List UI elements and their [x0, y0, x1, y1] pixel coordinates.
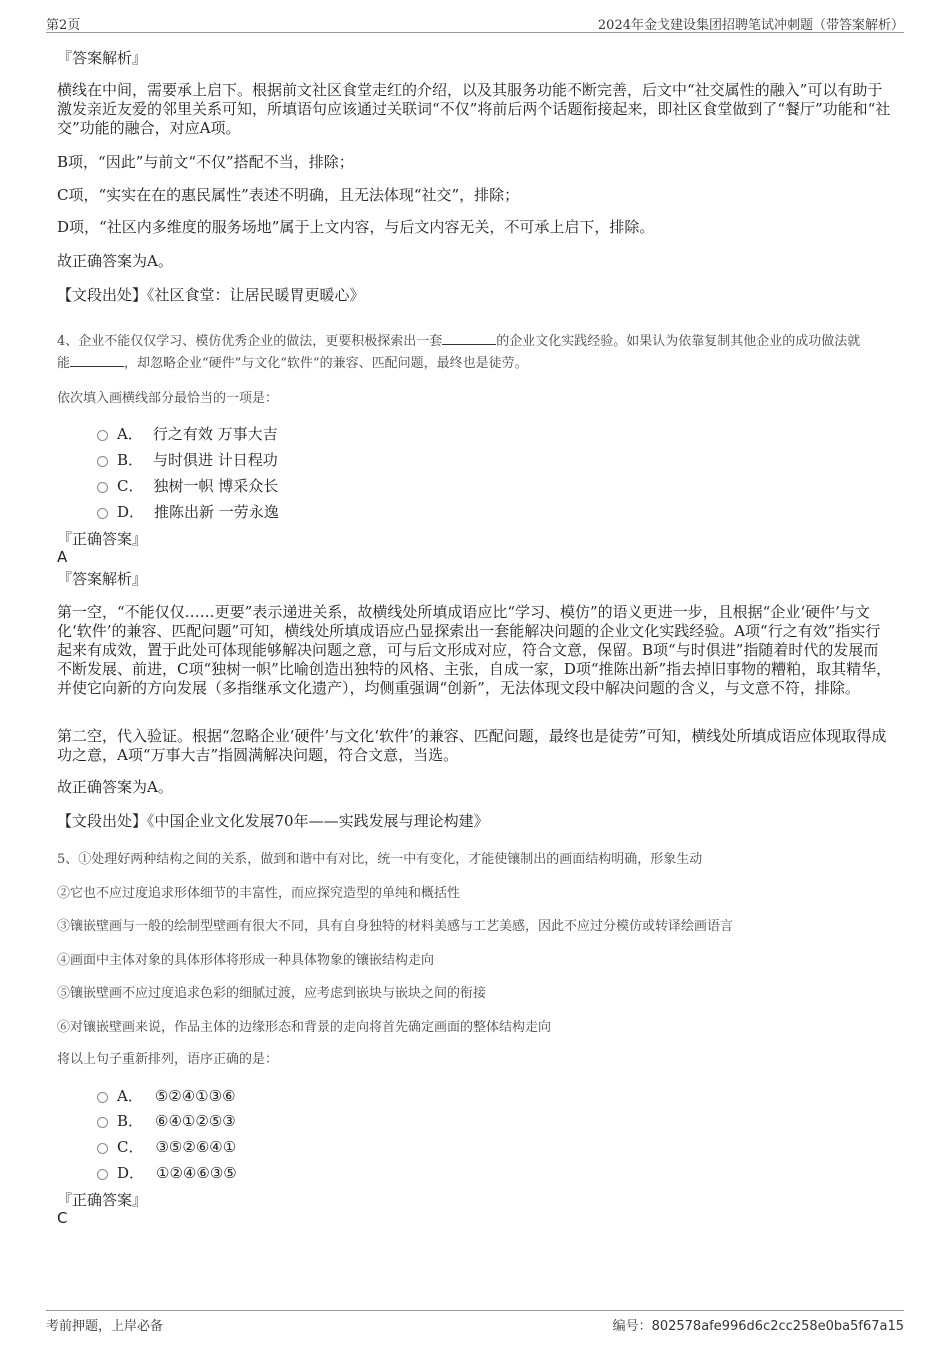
- q3-analysis-p1: 横线在中间，需要承上启下。根据前文社区食堂走红的介绍，以及其服务功能不断完善，后文中“社交属性的融入”可以有助于激发亲近友爱的邻里关系可知，所填语句应该通过关联词“不仅”将前后两个话题衔接起来，即社区食堂做到了“餐厅”功能和“社交”功能的融合，对应A项。: [57, 81, 891, 137]
- option-key: D．: [117, 1164, 145, 1182]
- footer-slogan: 考前押题，上岸必备: [46, 1319, 164, 1334]
- q4-stem-part-b: 的企业文化实践经验。如果认为依靠复制其他企业的成功做法就: [496, 334, 861, 349]
- radio-icon[interactable]: [97, 482, 108, 493]
- q4-analysis-p1: 第一空，“不能仅仅……更要”表示递进关系，故横线处所填成语应比“学习、模仿”的语义更进一步，且根据“企业‘硬件’与文化‘软件’的兼容、匹配问题”可知，横线处所填成语应凸显探索出一套能解决问题的企业文化实践经验。A项“行之有效”指实行起来有成效，置于此处可体现能够解决问题之意，可与后文形成对应，符合文意，保留。B项“与时俱进”指随着时代的发展而不断发展、前进，C项“独树一帜”比喻创造出独特的风格、主张，自成一家，D项“推陈出新”指去掉旧事物的糟粕，取其精华，并使它向新的方向发展（多指继承文化遗产），均侧重强调“创新”，无法体现文段中解决问题的含义，与文意不符，排除。: [57, 603, 892, 697]
- option-text: 独树一帜 博采众长: [153, 477, 279, 495]
- radio-icon[interactable]: [97, 1143, 108, 1154]
- q5-option-a[interactable]: [97, 1085, 236, 1106]
- q4-blank-1: [442, 332, 496, 345]
- q4-stem-part-d: ，却忽略企业“硬件”与文化“软件”的兼容、匹配问题，最终也是徒劳。: [124, 356, 528, 371]
- q3-analysis-p2: B项，“因此”与前文“不仅”搭配不当，排除；: [57, 153, 354, 171]
- q5-correct-label: 『正确答案』: [57, 1191, 148, 1209]
- q4-correct-answer: A: [57, 548, 68, 566]
- q5-correct-answer: C: [57, 1209, 68, 1227]
- q3-source: 【文段出处】《社区食堂：让居民暖胃更暖心》: [57, 286, 365, 304]
- page-number: 第2页: [46, 18, 81, 33]
- q4-source: 【文段出处】《中国企业文化发展70年——实践发展与理论构建》: [57, 812, 489, 830]
- q4-blank-2: [70, 354, 124, 367]
- q4-instruction: 依次填入画横线部分最恰当的一项是：: [57, 391, 279, 406]
- code-label: 编号：: [612, 1319, 652, 1334]
- q5-option-d[interactable]: [97, 1162, 237, 1183]
- q5-sentence-3: ③镶嵌壁画与一般的绘制型壁画有很大不同，具有自身独特的材料美感与工艺美感，因此不应过分模仿或转译绘画语言: [57, 919, 734, 934]
- q5-sentence-1: 5、①处理好两种结构之间的关系，做到和谐中有对比，统一中有变化，才能使镶制出的画面结构明确，形象生动: [57, 852, 703, 867]
- option-key: B．: [117, 451, 144, 469]
- radio-icon[interactable]: [97, 1169, 108, 1180]
- radio-icon[interactable]: [97, 430, 108, 441]
- option-text: ③⑤②⑥④①: [155, 1137, 237, 1156]
- q3-analysis-p4: D项，“社区内多维度的服务场地”属于上文内容，与后文内容无关，不可承上启下，排除。: [57, 218, 655, 236]
- option-key: C．: [117, 1138, 144, 1156]
- q5-option-c[interactable]: [97, 1136, 236, 1157]
- q4-correct-label: 『正确答案』: [57, 530, 148, 548]
- radio-icon[interactable]: [97, 1117, 108, 1128]
- q4-option-c[interactable]: [97, 475, 278, 496]
- q5-sentence-5: ⑤镶嵌壁画不应过度追求色彩的细腻过渡，应考虑到嵌块与嵌块之间的衔接: [57, 986, 487, 1001]
- q5-sentence-6: ⑥对镶嵌壁画来说，作品主体的边缘形态和背景的走向将首先确定画面的整体结构走向: [57, 1020, 552, 1035]
- q5-sentence-2: ②它也不应过度追求形体细节的丰富性，而应探究造型的单纯和概括性: [57, 886, 461, 901]
- q4-option-d[interactable]: [97, 501, 279, 522]
- option-key: A．: [117, 1087, 143, 1105]
- radio-icon[interactable]: [97, 508, 108, 519]
- q3-analysis-p3: C项，“实实在在的惠民属性”表述不明确，且无法体现“社交”，排除；: [57, 186, 520, 204]
- document-title: 2024年金戈建设集团招聘笔试冲刺题（带答案解析）: [597, 18, 904, 33]
- option-text: 推陈出新 一劳永逸: [154, 503, 279, 521]
- q4-stem: [57, 331, 892, 375]
- q4-stem-part-a: 4、企业不能仅仅学习、模仿优秀企业的做法，更要积极探索出一套: [57, 334, 443, 349]
- option-text: ⑥④①②⑤③: [155, 1111, 236, 1130]
- radio-icon[interactable]: [97, 1092, 108, 1103]
- q4-option-b[interactable]: [97, 449, 278, 470]
- q3-analysis-p5: 故正确答案为A。: [57, 252, 173, 270]
- q4-analysis-p3: 故正确答案为A。: [57, 778, 173, 796]
- code-value: 802578afe996d6c2cc258e0ba5f67a15: [651, 1319, 904, 1334]
- option-key: A．: [117, 425, 143, 443]
- option-text: 与时俱进 计日程功: [153, 451, 278, 469]
- page-footer: [46, 1310, 904, 1335]
- option-text: ①②④⑥③⑤: [156, 1163, 237, 1182]
- q4-analysis-label: 『答案解析』: [57, 570, 148, 588]
- radio-icon[interactable]: [97, 456, 108, 467]
- option-key: B．: [117, 1112, 144, 1130]
- q5-option-b[interactable]: [97, 1110, 236, 1131]
- page-header: [46, 12, 904, 33]
- q4-analysis-p2: 第二空，代入验证。根据“忽略企业‘硬件’与文化‘软件’的兼容、匹配问题，最终也是徒劳”可知，横线处所填成语应体现取得成功之意，A项“万事大吉”指圆满解决问题，符合文意，当选。: [57, 727, 887, 764]
- option-key: C．: [117, 477, 144, 495]
- q5-instruction: 将以上句子重新排列，语序正确的是：: [57, 1052, 279, 1067]
- q3-analysis-label: 『答案解析』: [57, 49, 148, 67]
- document-code: [613, 1315, 904, 1334]
- q4-stem-part-c: 能: [57, 356, 71, 371]
- q5-sentence-4: ④画面中主体对象的具体形体将形成一种具体物象的镶嵌结构走向: [57, 953, 435, 968]
- option-text: ⑤②④①③⑥: [154, 1086, 236, 1105]
- option-text: 行之有效 万事大吉: [152, 425, 278, 443]
- q4-option-a[interactable]: [97, 423, 278, 444]
- option-key: D．: [117, 503, 145, 521]
